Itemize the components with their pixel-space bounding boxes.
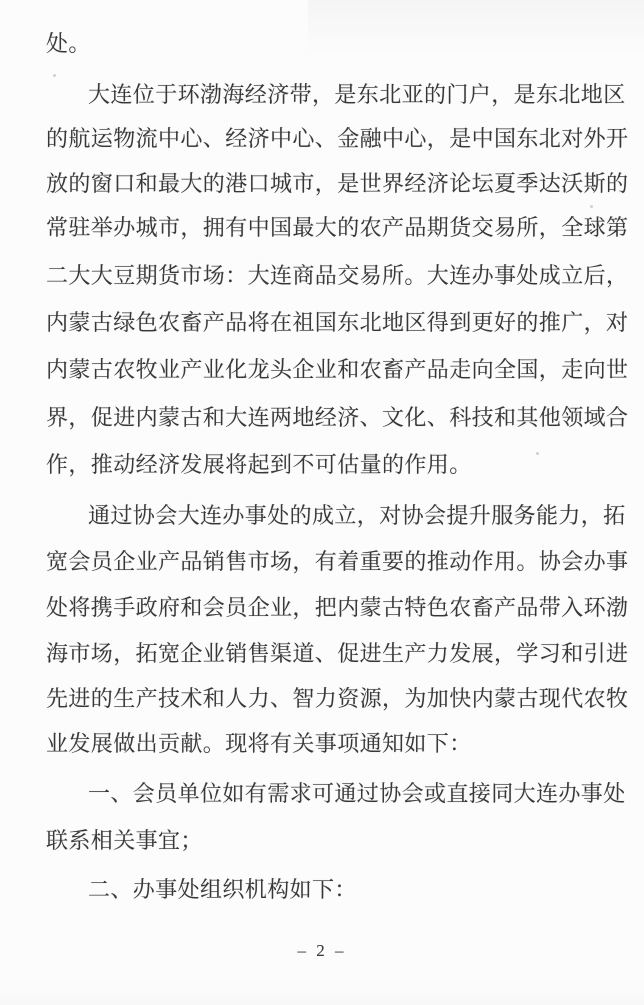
document-line: 通过协会大连办事处的成立，对协会提升服务能力，拓 [88,503,626,528]
document-line: 二、办事处组织机构如下： [88,877,357,902]
document-line: 一、会员单位如有需求可通过协会或直接同大连办事处 [88,781,626,806]
document-line: 的航运物流中心、经济中心、金融中心，是中国东北对外开 [46,126,629,151]
document-line: 常驻举办城市，拥有中国最大的农产品期货交易所，全球第 [46,215,629,240]
document-line: 内蒙古农牧业产业化龙头企业和农畜产品走向全国，走向世 [46,357,629,382]
scan-shading-artifact [308,0,644,58]
scan-shading-artifact [0,975,644,1005]
document-line: 宽会员企业产品销售市场，有着重要的推动作用。协会办事 [46,549,629,574]
document-line: 二大大豆期货市场：大连商品交易所。大连办事处成立后， [46,263,629,288]
document-line: 联系相关事宜； [46,828,203,853]
document-line: 海市场，拓宽企业销售渠道、促进生产力发展，学习和引进 [46,641,629,666]
document-line: 处。 [46,31,91,56]
page-number: – 2 – [297,941,347,960]
scan-speck [590,205,593,208]
document-line: 界，促进内蒙古和大连两地经济、文化、科技和其他领域合 [46,405,629,430]
document-line: 先进的生产技术和人力、智力资源，为加快内蒙古现代农牧 [46,686,629,711]
document-line: 放的窗口和最大的港口城市，是世界经济论坛夏季达沃斯的 [46,171,629,196]
scan-speck [536,452,539,455]
document-line: 内蒙古绿色农畜产品将在祖国东北地区得到更好的推广，对 [46,310,629,335]
document-line: 业发展做出贡献。现将有关事项通知如下： [46,731,472,756]
scan-speck [53,74,56,77]
document-line: 大连位于环渤海经济带，是东北亚的门户，是东北地区 [88,82,626,107]
document-line: 作，推动经济发展将起到不可估量的作用。 [46,452,472,477]
document-line: 处将携手政府和会员企业，把内蒙古特色农畜产品带入环渤 [46,595,629,620]
